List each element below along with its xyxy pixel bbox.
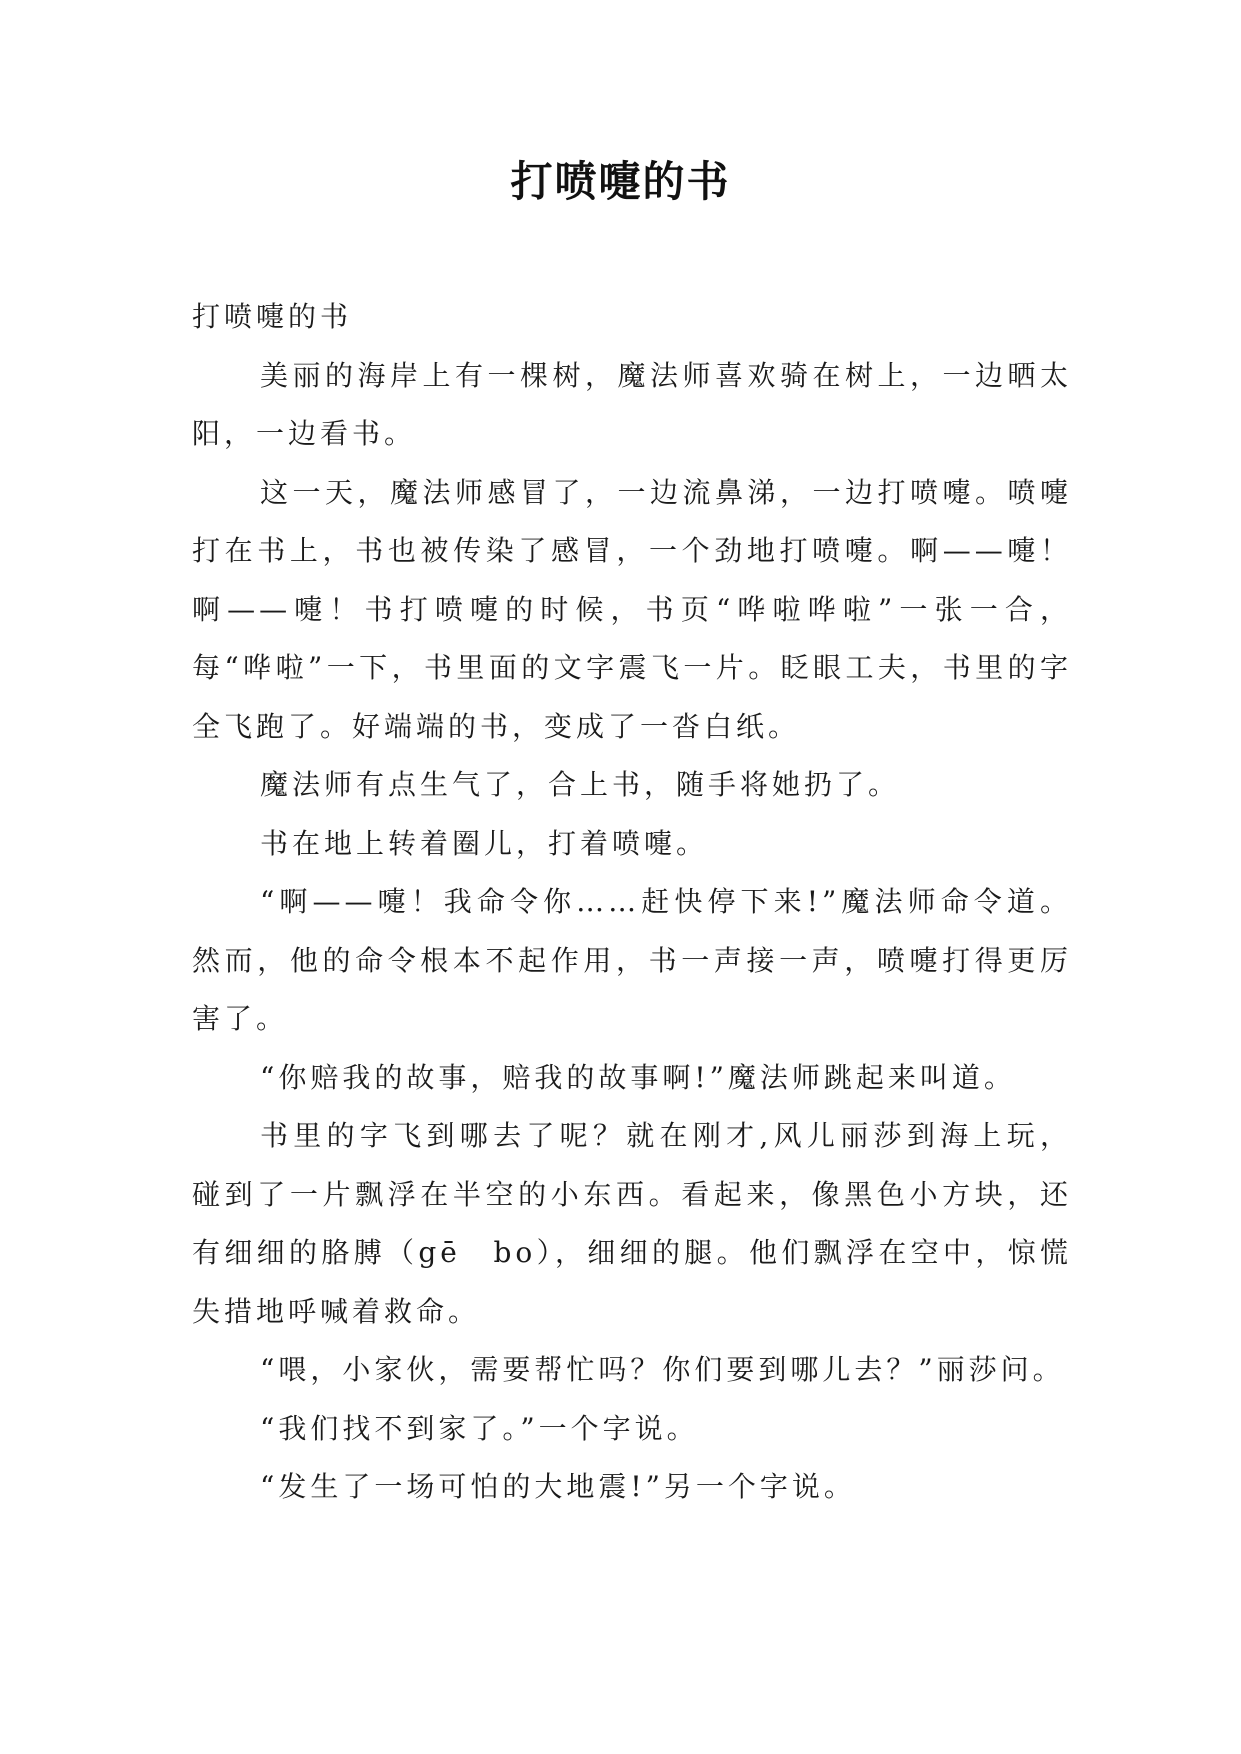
paragraph-heading: 打喷嚏的书: [192, 300, 353, 333]
document-body: [192, 288, 1072, 1517]
paragraph: “我们找不到家了。”一个字说。: [260, 1411, 699, 1445]
paragraph: “啊——嚏！我命令你……赶快停下来!”魔法师命令道。然而，他的命令根本不起作用，书一声接一声，喷嚏打得更厉害了。: [192, 885, 1072, 1035]
document-title: 打喷嚏的书: [510, 157, 731, 206]
paragraph: 魔法师有点生气了，合上书，随手将她扔了。: [260, 768, 901, 801]
paragraph: “你赔我的故事，赔我的故事啊!”魔法师跳起来叫道。: [260, 1060, 1016, 1094]
paragraph: 书在地上转着圈儿，打着喷嚏。: [260, 826, 709, 860]
paragraph: 美丽的海岸上有一棵树，魔法师喜欢骑在树上，一边晒太阳，一边看书。: [192, 358, 1072, 450]
paragraph: 这一天，魔法师感冒了，一边流鼻涕，一边打喷嚏。喷嚏打在书上，书也被传染了感冒，一个劲地打喷嚏。啊——嚏！啊——嚏！书打喷嚏的时候，书页“哗啦哗啦”一张一合，每“哗啦”一下，书里面的文字震飞一片。眨眼工夫，书里的字全飞跑了。好端端的书，变成了一沓白纸。: [192, 475, 1072, 743]
paragraph: “喂，小家伙，需要帮忙吗？你们要到哪儿去？”丽莎问。: [260, 1353, 1065, 1386]
paragraph: 书里的字飞到哪去了呢？就在刚才,风儿丽莎到海上玩，碰到了一片飘浮在半空的小东西。看起来，像黑色小方块，还有细细的胳膊（gē bo），细细的腿。他们飘浮在空中，惊慌失措地呼喊着救命。: [192, 1119, 1072, 1328]
paragraph: “发生了一场可怕的大地震!”另一个字说。: [260, 1470, 856, 1503]
